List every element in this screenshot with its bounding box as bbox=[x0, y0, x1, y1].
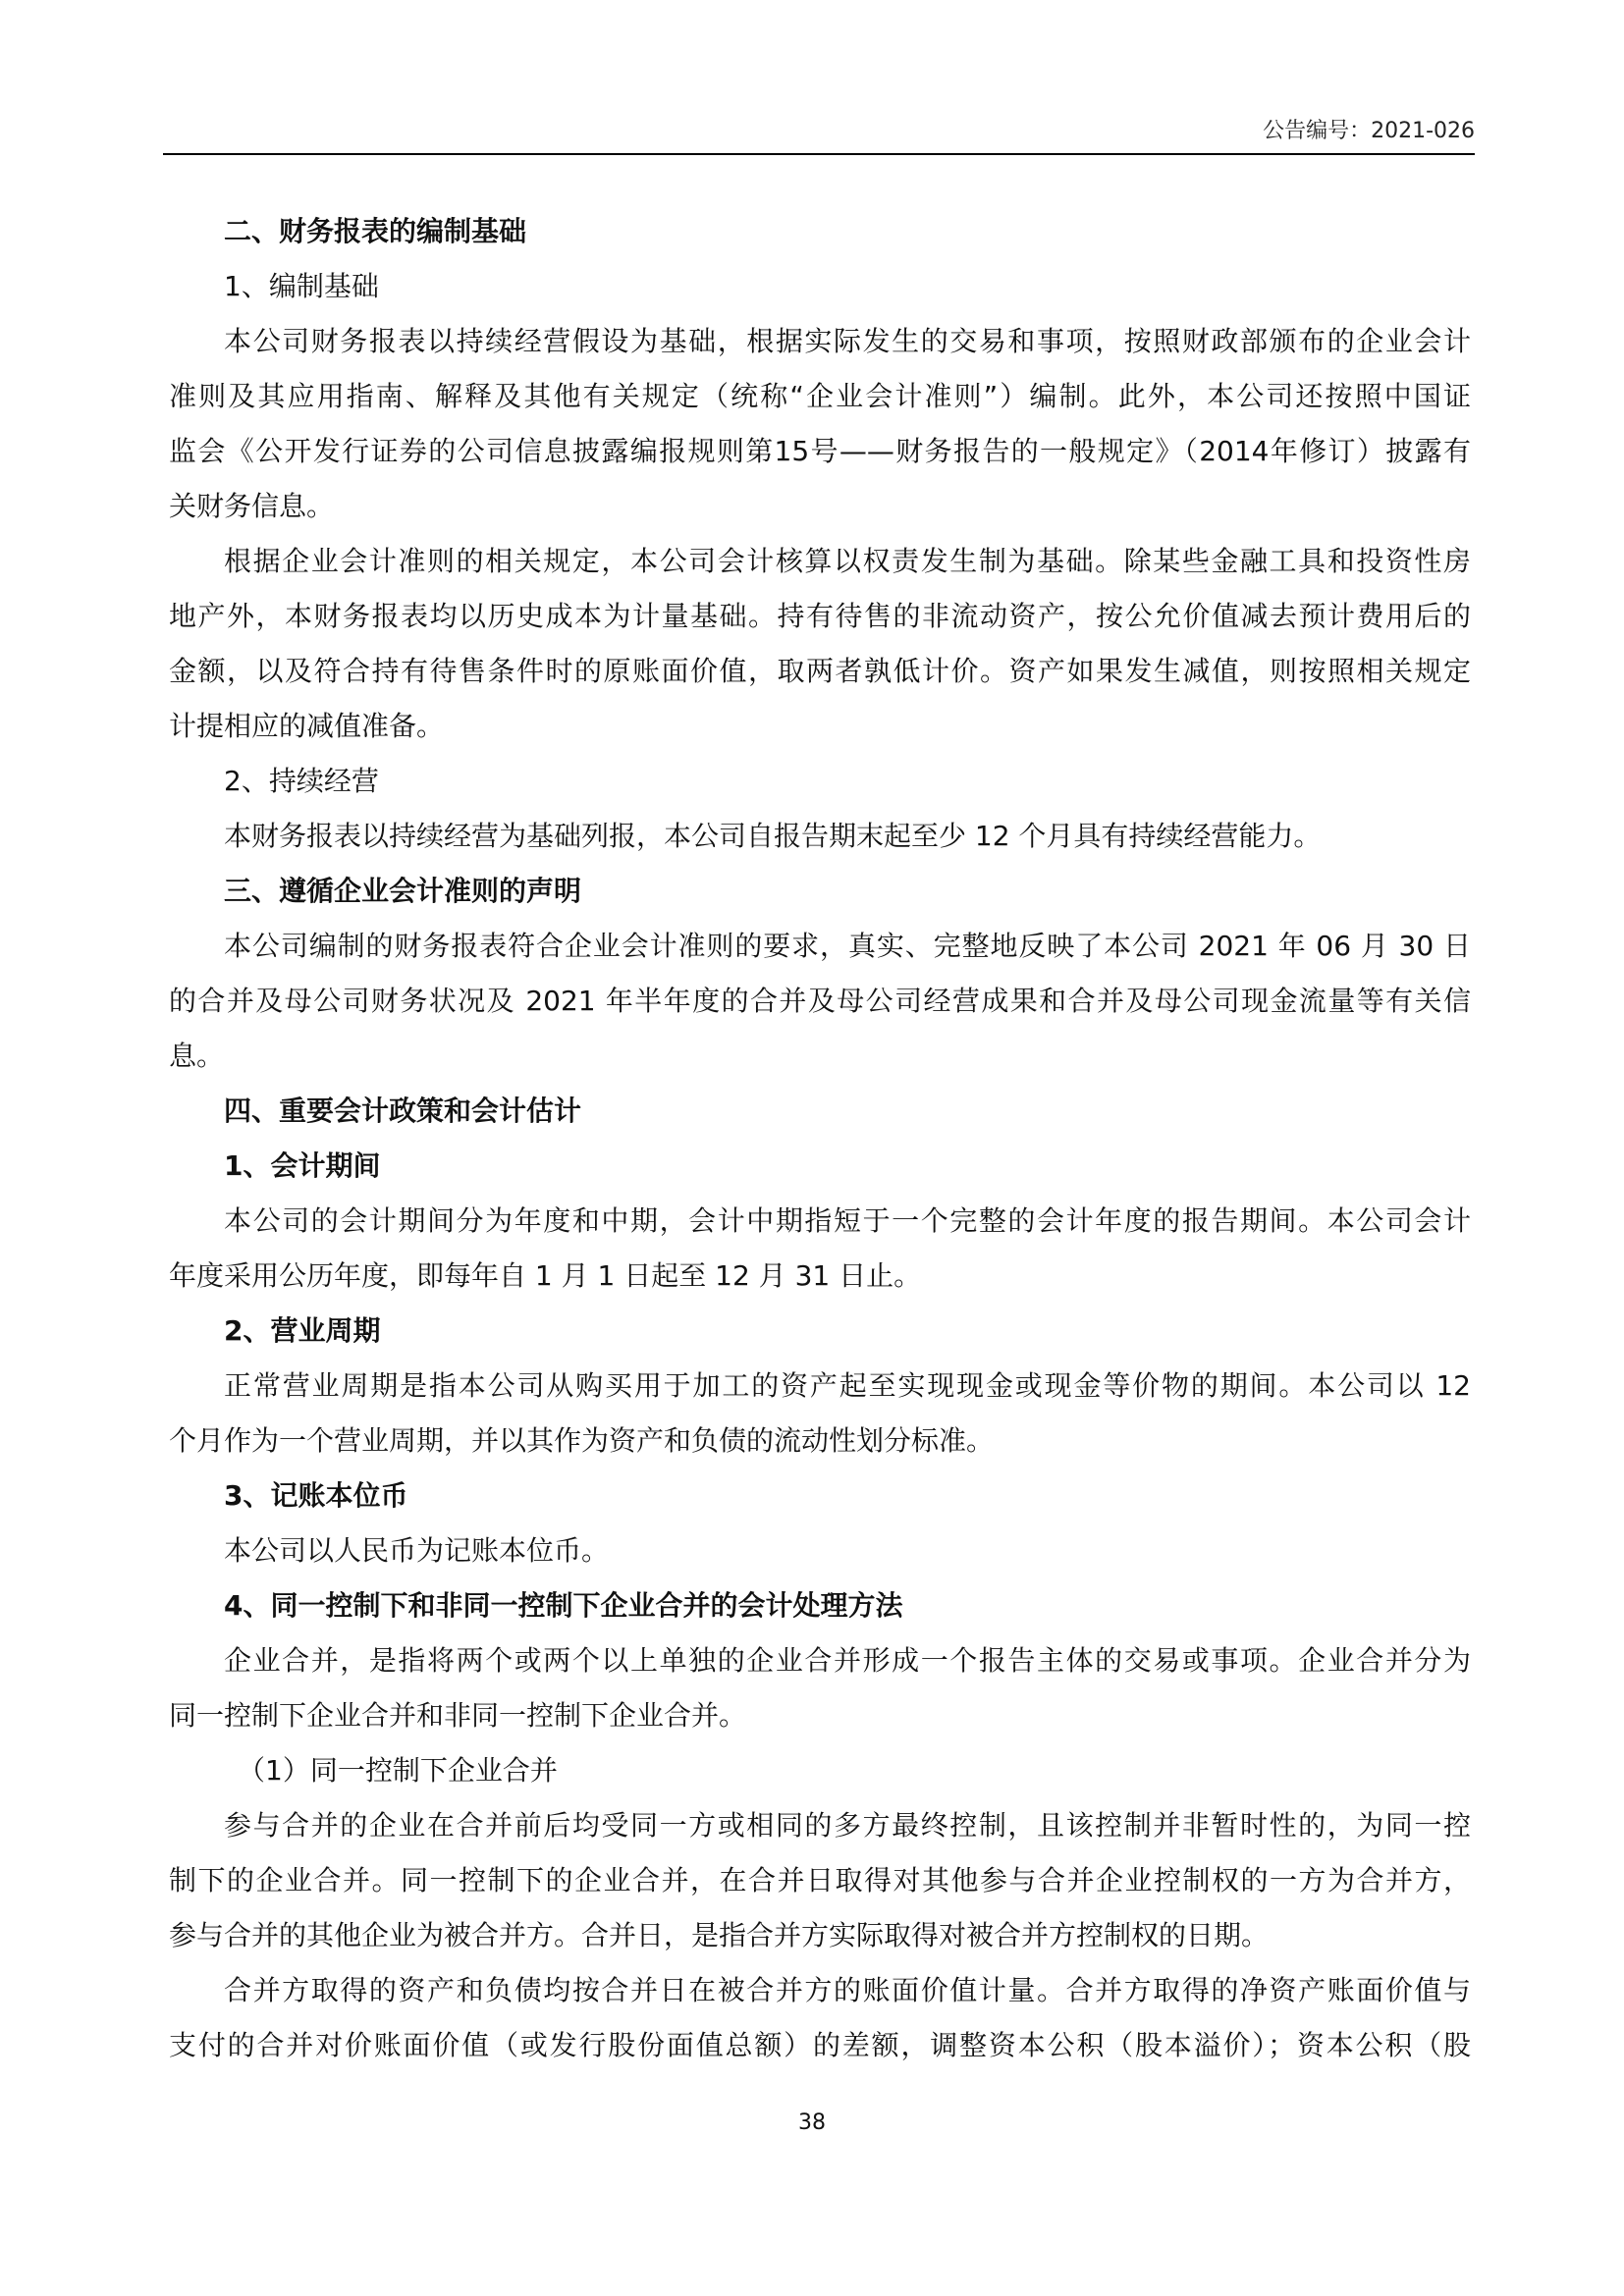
paragraph-line: 正常营业周期是指本公司从购买用于加工的资产起至实现现金或现金等价物的期间。本公司以 12 bbox=[224, 1369, 1471, 1402]
paragraph-line: 年度采用公历年度，即每年自 1 月 1 日起至 12 月 31 日止。 bbox=[169, 1259, 922, 1292]
paragraph-line: 个月作为一个营业周期，并以其作为资产和负债的流动性划分标准。 bbox=[169, 1424, 995, 1457]
paragraph-line: 金额，以及符合持有待售条件时的原账面价值，取两者孰低计价。资产如果发生减值，则按照相关规定 bbox=[169, 655, 1471, 687]
subsection-heading: 2、营业周期 bbox=[224, 1314, 381, 1347]
page-number: 38 bbox=[798, 2110, 826, 2135]
item-heading: （1）同一控制下企业合并 bbox=[238, 1754, 558, 1787]
page-header bbox=[163, 110, 1475, 155]
paragraph-line: 参与合并的其他企业为被合并方。合并日，是指合并方实际取得对被合并方控制权的日期。 bbox=[169, 1919, 1270, 1951]
paragraph-line: 本公司财务报表以持续经营假设为基础，根据实际发生的交易和事项，按照财政部颁布的企业会计 bbox=[224, 325, 1471, 357]
paragraph-line: 本公司编制的财务报表符合企业会计准则的要求，真实、完整地反映了本公司 2021 年 06 月 30 日 bbox=[224, 930, 1471, 962]
subsection-heading: 1、会计期间 bbox=[224, 1149, 381, 1182]
subsection-heading: 2、持续经营 bbox=[224, 765, 379, 797]
announcement-number: 公告编号：2021-026 bbox=[1263, 119, 1475, 143]
paragraph-line: 本公司的会计期间分为年度和中期，会计中期指短于一个完整的会计年度的报告期间。本公司会计 bbox=[224, 1204, 1471, 1237]
paragraph-line: 地产外，本财务报表均以历史成本为计量基础。持有待售的非流动资产，按公允价值减去预计费用后的 bbox=[169, 600, 1471, 632]
paragraph-line: 支付的合并对价账面价值（或发行股份面值总额）的差额，调整资本公积（股本溢价）；资本公积（股 bbox=[169, 2029, 1471, 2061]
paragraph-line: 监会《公开发行证券的公司信息披露编报规则第15号——财务报告的一般规定》（2014年修订）披露有 bbox=[169, 435, 1471, 467]
paragraph-line: 关财务信息。 bbox=[169, 490, 335, 522]
section-heading: 四、重要会计政策和会计估计 bbox=[224, 1095, 582, 1127]
paragraph-line: 合并方取得的资产和负债均按合并日在被合并方的账面价值计量。合并方取得的净资产账面价值与 bbox=[224, 1974, 1471, 2006]
paragraph-line: 企业合并，是指将两个或两个以上单独的企业合并形成一个报告主体的交易或事项。企业合并分为 bbox=[224, 1644, 1471, 1677]
paragraph-line: 同一控制下企业合并和非同一控制下企业合并。 bbox=[169, 1699, 747, 1732]
paragraph-line: 计提相应的减值准备。 bbox=[169, 710, 445, 742]
subsection-heading: 1、编制基础 bbox=[224, 270, 379, 302]
paragraph-line: 根据企业会计准则的相关规定，本公司会计核算以权责发生制为基础。除某些金融工具和投资性房 bbox=[224, 545, 1471, 577]
paragraph-line: 准则及其应用指南、解释及其他有关规定（统称“企业会计准则”）编制。此外，本公司还按照中国证 bbox=[169, 380, 1471, 412]
section-heading: 三、遵循企业会计准则的声明 bbox=[224, 875, 582, 907]
paragraph-line: 本财务报表以持续经营为基础列报，本公司自报告期末起至少 12 个月具有持续经营能力。 bbox=[224, 820, 1322, 852]
paragraph-line: 息。 bbox=[169, 1040, 225, 1072]
paragraph-line: 制下的企业合并。同一控制下的企业合并，在合并日取得对其他参与合并企业控制权的一方为合并方， bbox=[169, 1864, 1471, 1896]
paragraph-line: 参与合并的企业在合并前后均受同一方或相同的多方最终控制，且该控制并非暂时性的，为同一控 bbox=[224, 1809, 1471, 1842]
subsection-heading: 4、同一控制下和非同一控制下企业合并的会计处理方法 bbox=[224, 1589, 903, 1622]
subsection-heading: 3、记账本位币 bbox=[224, 1479, 408, 1512]
section-heading: 二、财务报表的编制基础 bbox=[224, 215, 527, 247]
paragraph-line: 本公司以人民币为记账本位币。 bbox=[224, 1534, 610, 1567]
paragraph-line: 的合并及母公司财务状况及 2021 年半年度的合并及母公司经营成果和合并及母公司现金流量等有关信 bbox=[169, 985, 1471, 1017]
document-body bbox=[169, 204, 1471, 2073]
